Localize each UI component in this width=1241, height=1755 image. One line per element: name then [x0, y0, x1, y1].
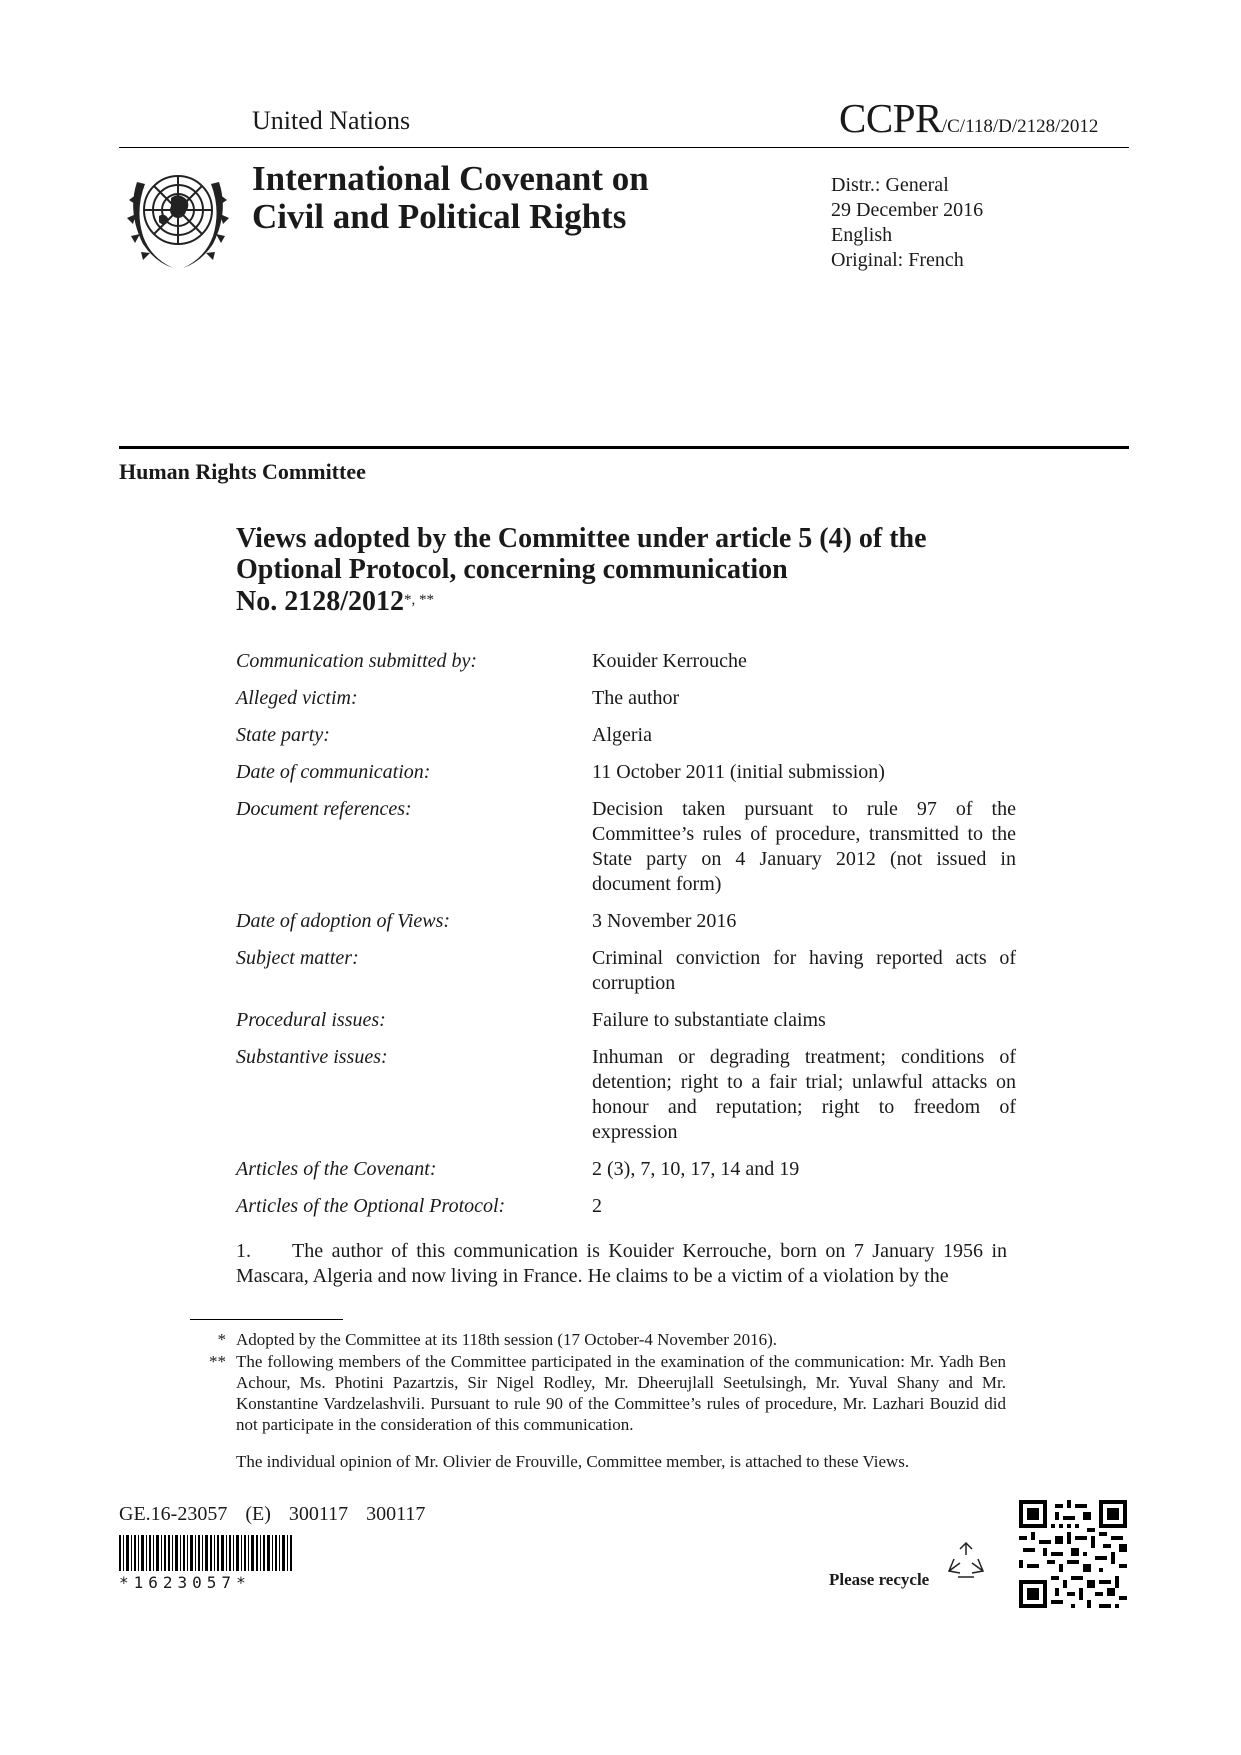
meta-label: Subject matter: [236, 947, 359, 969]
meta-value: Decision taken pursuant to rule 97 of the Committee’s rules of procedure, transmitted to the State party on 4 January 2012 (not issued in document form) [592, 798, 1016, 895]
section-rule [119, 446, 1129, 449]
header-rule [119, 147, 1129, 148]
job-number: GE.16-23057 [119, 1503, 228, 1525]
barcode-icon [119, 1535, 294, 1571]
views-title-line-3 [236, 585, 1016, 617]
footnote-text: The following members of the Committee participated in the examination of the communication: Mr. Yadh Ben Achour, Ms. Photini Pazartzis, Sir Nigel Rodley, Mr. Dheerujlall Seetulsingh, Mr. Yuval Shany and Mr. Konstantine Vardzelashvili. Pursuant to rule 90 of the Committee’s rules of procedure, Mr. Lazhari Bouzid did not participate in the consideration of this communication. [236, 1352, 1006, 1434]
title-line-2: Civil and Political Rights [252, 197, 627, 236]
footnote-mark: * [217, 1330, 226, 1349]
paragraph-1 [236, 1239, 1007, 1289]
distribution-block [831, 173, 983, 273]
views-title-line-1: Views adopted by the Committee under article 5 (4) of the [236, 523, 927, 554]
barcode-text: *1623057* [119, 1573, 251, 1592]
symbol-suffix: /C/118/D/2128/2012 [941, 116, 1099, 137]
footnote-reference: *, ** [404, 592, 434, 608]
meta-label: Communication submitted by: [236, 650, 478, 672]
committee-name: Human Rights Committee [119, 459, 366, 484]
meta-label: Substantive issues: [236, 1046, 388, 1068]
footnote-text: The individual opinion of Mr. Olivier de Frouville, Committee member, is attached to these Views. [236, 1452, 910, 1471]
meta-label: Alleged victim: [236, 687, 358, 709]
job-language: (E) [245, 1503, 271, 1525]
paragraph-number: 1. [236, 1240, 251, 1262]
meta-value: 3 November 2016 [592, 910, 737, 932]
recycle-label: Please recycle [829, 1570, 930, 1589]
document-symbol [839, 94, 1098, 142]
meta-label: Articles of the Optional Protocol: [236, 1195, 506, 1217]
title-line-1: International Covenant on [252, 159, 649, 198]
document-title [252, 160, 752, 236]
job-date-2: 300117 [366, 1503, 426, 1525]
meta-label: Date of adoption of Views: [236, 910, 451, 932]
meta-value: 2 [592, 1195, 602, 1217]
meta-value: Failure to substantiate claims [592, 1009, 826, 1031]
job-number-line [119, 1503, 443, 1526]
symbol-prefix: CCPR [839, 95, 942, 141]
meta-value: Inhuman or degrading treatment; conditions of detention; right to a fair trial; unlawful attacks on honour and reputation; right to freedom of expression [592, 1046, 1016, 1143]
meta-label: Procedural issues: [236, 1009, 386, 1031]
meta-value: Algeria [592, 724, 652, 746]
meta-value: 11 October 2011 (initial submission) [592, 761, 885, 783]
distribution-language: English [831, 224, 893, 246]
footnote-text: Adopted by the Committee at its 118th session (17 October-4 November 2016). [236, 1330, 778, 1349]
meta-value: Kouider Kerrouche [592, 650, 747, 672]
meta-label: Document references: [236, 798, 412, 820]
footnote-mark: ** [209, 1352, 226, 1371]
qr-code-icon [1019, 1500, 1127, 1608]
meta-value: The author [592, 687, 680, 709]
footnote-separator [190, 1319, 343, 1320]
un-emblem-icon [119, 160, 237, 272]
communication-number: No. 2128/2012 [236, 586, 404, 617]
meta-value: 2 (3), 7, 10, 17, 14 and 19 [592, 1158, 800, 1180]
views-title-line-2: Optional Protocol, concerning communication [236, 554, 788, 585]
meta-label: State party: [236, 724, 330, 746]
meta-label: Articles of the Covenant: [236, 1158, 437, 1180]
paragraph-text: The author of this communication is Kouider Kerrouche, born on 7 January 1956 in Mascara, Algeria and now living in France. He claims to be a victim of a violation by the [236, 1240, 1007, 1287]
distribution-date: 29 December 2016 [831, 199, 984, 221]
job-date-1: 300117 [288, 1503, 349, 1525]
distribution-line: Distr.: General [831, 174, 949, 196]
meta-label: Date of communication: [236, 761, 431, 783]
recycle-icon [946, 1541, 986, 1581]
meta-value: Criminal conviction for having reported acts of corruption [592, 947, 1016, 994]
organization-name: United Nations [252, 106, 411, 135]
views-title [236, 523, 1016, 617]
distribution-original: Original: French [831, 249, 964, 271]
